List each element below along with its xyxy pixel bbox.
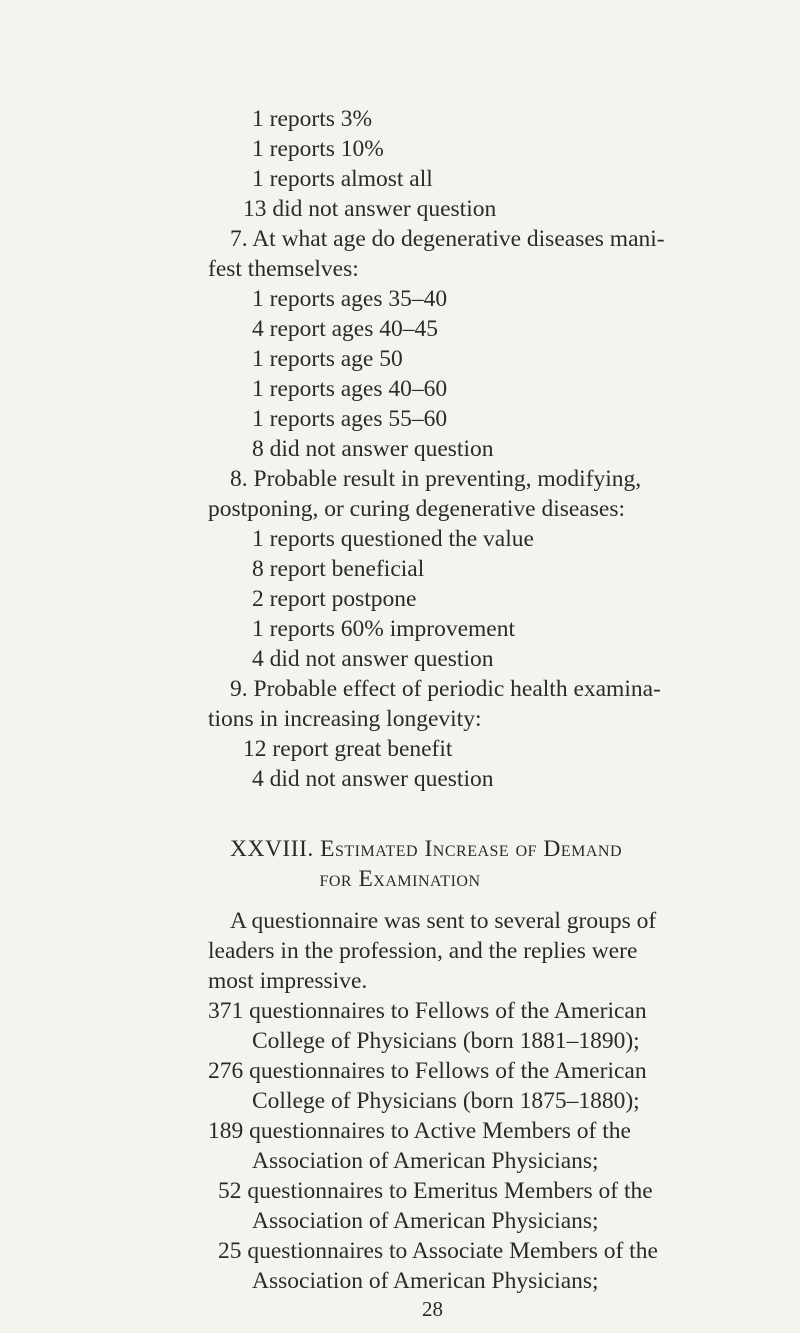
q7-response-2: 4 report ages 40–45: [252, 316, 438, 342]
q7-response-5: 1 reports ages 55–60: [252, 406, 448, 432]
q8-response-4: 1 reports 60% improvement: [252, 616, 516, 642]
q6-response-4: 13 did not answer question: [243, 196, 497, 222]
paragraph-line-1: A questionnaire was sent to several groups of: [230, 908, 657, 934]
q7-response-1: 1 reports ages 35–40: [252, 286, 448, 312]
paragraph-line-3: most impressive.: [208, 968, 368, 994]
q8-response-2: 8 report beneficial: [252, 556, 425, 582]
q7-response-3: 1 reports age 50: [252, 346, 403, 372]
q8-response-3: 2 report postpone: [252, 586, 417, 612]
q6-response-1: 1 reports 3%: [252, 106, 373, 132]
paragraph-line-2: leaders in the profession, and the replies were: [208, 938, 638, 964]
list-item-5-line-1: 25 questionnaires to Associate Members of the: [218, 1238, 658, 1264]
q8-response-1: 1 reports questioned the value: [252, 526, 534, 552]
list-item-3-line-1: 189 questionnaires to Active Members of the: [208, 1118, 631, 1144]
list-item-4-line-2: Association of American Physicians;: [252, 1208, 599, 1234]
q9-response-1: 12 report great benefit: [243, 736, 453, 762]
page-number: 28: [422, 1297, 443, 1321]
section-heading-line-2: for Examination: [319, 866, 481, 892]
q8-question-line-2: postponing, or curing degenerative diseases:: [208, 496, 626, 522]
q6-response-2: 1 reports 10%: [252, 136, 384, 162]
q7-question-line-2: fest themselves:: [208, 256, 359, 282]
q7-response-4: 1 reports ages 40–60: [252, 376, 448, 402]
section-heading-line-1: XXVIII. Estimated Increase of Demand: [230, 836, 623, 862]
q8-question-line-1: 8. Probable result in preventing, modifying,: [230, 466, 642, 492]
q9-question-line-1: 9. Probable effect of periodic health examina-: [230, 676, 661, 702]
q7-question-line-1: 7. At what age do degenerative diseases mani-: [230, 226, 665, 252]
list-item-1-line-2: College of Physicians (born 1881–1890);: [252, 1028, 640, 1054]
q9-question-line-2: tions in increasing longevity:: [208, 706, 482, 732]
list-item-2-line-1: 276 questionnaires to Fellows of the American: [208, 1058, 647, 1084]
list-item-5-line-2: Association of American Physicians;: [252, 1268, 599, 1294]
list-item-4-line-1: 52 questionnaires to Emeritus Members of the: [218, 1178, 653, 1204]
q8-response-5: 4 did not answer question: [252, 646, 494, 672]
q7-response-6: 8 did not answer question: [252, 436, 494, 462]
list-item-3-line-2: Association of American Physicians;: [252, 1148, 599, 1174]
list-item-1-line-1: 371 questionnaires to Fellows of the American: [208, 998, 647, 1024]
q6-response-3: 1 reports almost all: [252, 166, 433, 192]
q9-response-2: 4 did not answer question: [252, 766, 494, 792]
list-item-2-line-2: College of Physicians (born 1875–1880);: [252, 1088, 640, 1114]
